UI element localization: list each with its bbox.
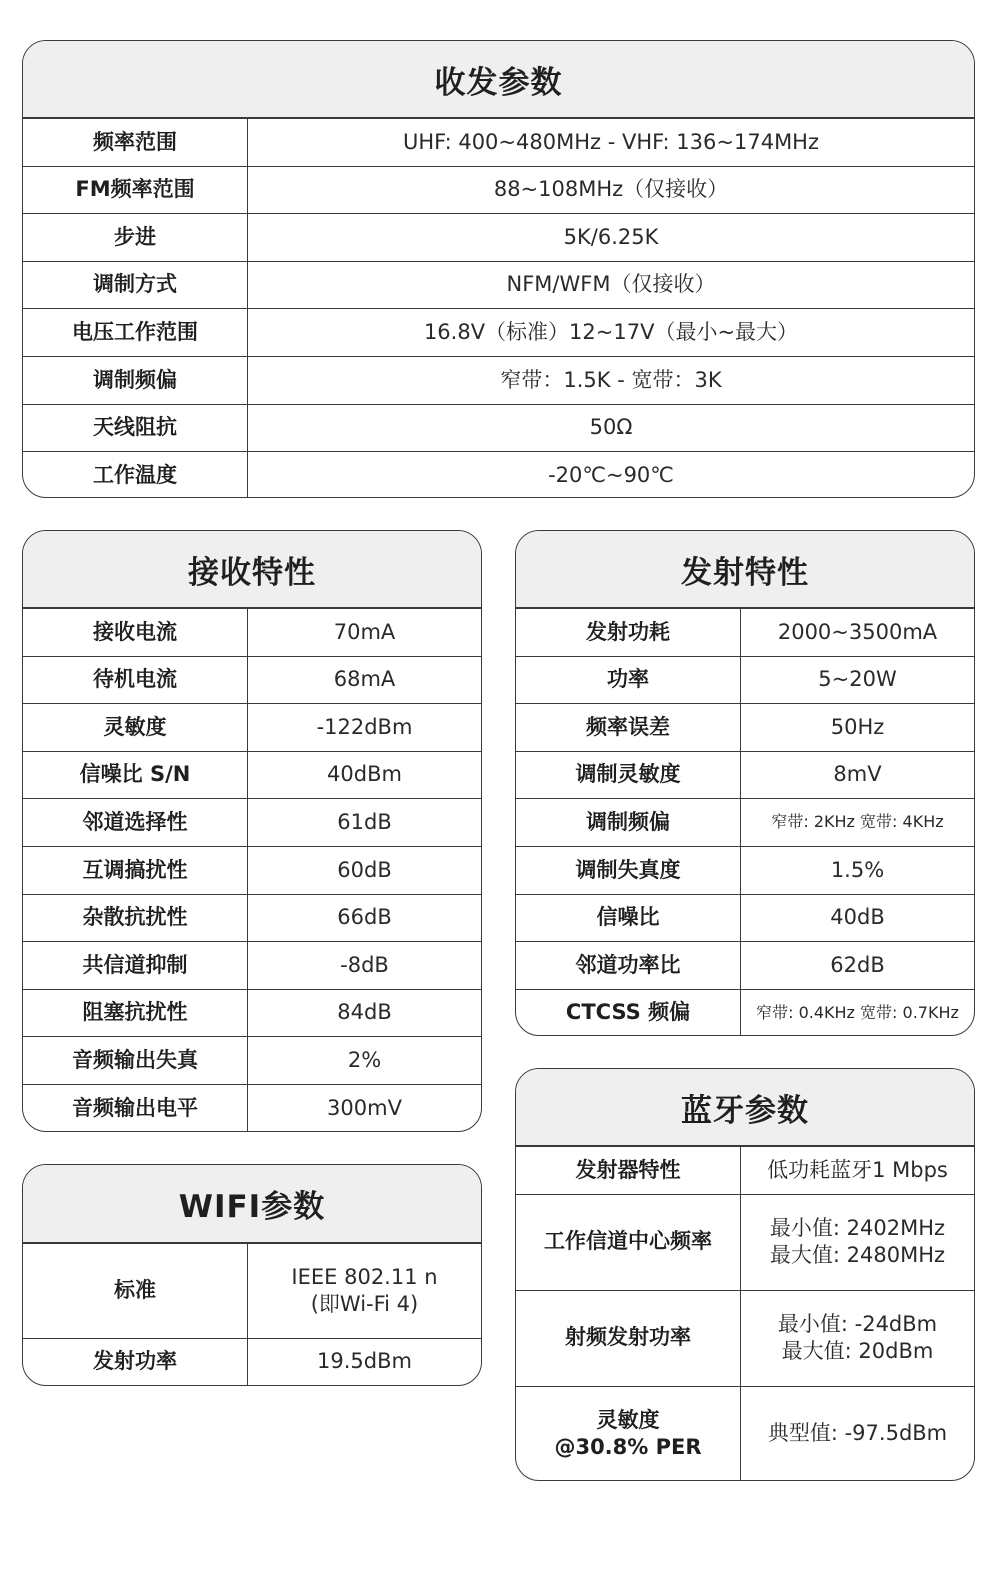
row-value: 1.5% xyxy=(830,857,885,882)
row-label: FM频率范围 xyxy=(23,167,248,214)
row-label: 发射功率 xyxy=(23,1339,248,1385)
row-label: 电压工作范围 xyxy=(23,309,248,356)
row-label: 信噪比 S/N xyxy=(23,752,248,799)
row-label: 共信道抑制 xyxy=(23,942,248,989)
row-label: 调制频偏 xyxy=(23,357,248,404)
row-label: CTCSS 频偏 xyxy=(516,990,741,1036)
table-row xyxy=(516,1290,974,1386)
row-value: 最小值: 2402MHz 最大值: 2480MHz xyxy=(769,1215,946,1267)
transmit-specs-card xyxy=(515,530,975,1036)
table-row xyxy=(516,894,974,942)
row-label: 调制灵敏度 xyxy=(516,752,741,799)
row-label: 音频输出电平 xyxy=(23,1085,248,1132)
table-row xyxy=(23,356,974,404)
row-label: 发射功耗 xyxy=(516,609,741,656)
table-row xyxy=(23,894,481,942)
row-label: 发射器特性 xyxy=(516,1147,741,1194)
row-value: 2000~3500mA xyxy=(777,619,938,644)
row-value: UHF: 400~480MHz - VHF: 136~174MHz xyxy=(402,129,820,154)
row-label: 杂散抗扰性 xyxy=(23,895,248,942)
row-label: 工作信道中心频率 xyxy=(516,1195,741,1290)
row-label: 阻塞抗扰性 xyxy=(23,990,248,1037)
row-label: 调制方式 xyxy=(23,262,248,309)
table-row xyxy=(23,989,481,1037)
row-value: 5~20W xyxy=(818,667,897,692)
wifi-params-title: WIFI参数 xyxy=(23,1165,481,1243)
row-label: 邻道选择性 xyxy=(23,799,248,846)
row-label: 音频输出失真 xyxy=(23,1037,248,1084)
table-row xyxy=(23,404,974,452)
row-value: 低功耗蓝牙1 Mbps xyxy=(767,1157,948,1182)
table-row xyxy=(23,308,974,356)
table-row xyxy=(23,166,974,214)
row-value: -122dBm xyxy=(316,714,413,739)
transceiver-params-title: 收发参数 xyxy=(23,41,974,118)
row-label: 频率误差 xyxy=(516,704,741,751)
table-row xyxy=(23,798,481,846)
row-label: 互调搞扰性 xyxy=(23,847,248,894)
row-value: 40dBm xyxy=(327,762,402,787)
table-row xyxy=(516,608,974,656)
row-value: 8mV xyxy=(833,762,882,787)
table-row xyxy=(23,656,481,704)
row-label: 射频发射功率 xyxy=(516,1291,741,1386)
row-label: 功率 xyxy=(516,657,741,704)
receive-specs-card xyxy=(22,530,482,1132)
transceiver-params-card xyxy=(22,40,975,498)
row-value: 50Ω xyxy=(589,415,633,440)
row-value: NFM/WFM（仅接收） xyxy=(506,272,716,297)
row-label: 灵敏度 xyxy=(23,704,248,751)
row-label: 信噪比 xyxy=(516,895,741,942)
table-row xyxy=(516,1386,974,1482)
receive-specs-title: 接收特性 xyxy=(23,531,481,608)
table-row xyxy=(516,703,974,751)
table-row xyxy=(23,1243,481,1338)
row-value: 84dB xyxy=(337,1000,392,1025)
row-value: 2% xyxy=(347,1047,382,1072)
table-row xyxy=(516,941,974,989)
table-row xyxy=(516,656,974,704)
table-row xyxy=(516,751,974,799)
row-value: 70mA xyxy=(333,619,396,644)
table-row xyxy=(516,846,974,894)
row-value: 88~108MHz（仅接收） xyxy=(493,177,729,202)
row-value: 16.8V（标准）12~17V（最小~最大） xyxy=(423,320,799,345)
row-value: -20℃~90℃ xyxy=(548,462,674,487)
row-value: 68mA xyxy=(333,667,396,692)
row-label: 调制频偏 xyxy=(516,799,741,846)
row-label: 接收电流 xyxy=(23,609,248,656)
row-value: 窄带: 0.4KHz 宽带: 0.7KHz xyxy=(756,1002,959,1022)
row-label: 频率范围 xyxy=(23,119,248,166)
table-row xyxy=(23,608,481,656)
bluetooth-params-card xyxy=(515,1068,975,1481)
table-row xyxy=(23,1338,481,1385)
row-value: 61dB xyxy=(337,810,392,835)
row-label: 灵敏度 @30.8% PER xyxy=(516,1387,741,1482)
table-row xyxy=(516,1146,974,1194)
row-value: 300mV xyxy=(327,1095,402,1120)
row-label: 标准 xyxy=(23,1244,248,1338)
row-value: 60dB xyxy=(337,857,392,882)
transmit-specs-title: 发射特性 xyxy=(516,531,974,608)
table-row xyxy=(23,1036,481,1084)
table-row xyxy=(23,846,481,894)
wifi-params-card xyxy=(22,1164,482,1386)
row-label: 工作温度 xyxy=(23,452,248,498)
row-label: 步进 xyxy=(23,214,248,261)
table-row xyxy=(516,798,974,846)
row-label: 天线阻抗 xyxy=(23,405,248,452)
row-value: 窄带：1.5K - 宽带：3K xyxy=(500,367,722,392)
row-value: 66dB xyxy=(337,905,392,930)
table-row xyxy=(23,451,974,498)
row-value: 窄带: 2KHz 宽带: 4KHz xyxy=(771,812,944,832)
table-row xyxy=(23,1084,481,1132)
row-value: 40dB xyxy=(830,905,885,930)
bluetooth-params-title: 蓝牙参数 xyxy=(516,1069,974,1146)
row-value: 最小值: -24dBm 最大值: 20dBm xyxy=(777,1311,938,1363)
row-value: -8dB xyxy=(340,952,389,977)
table-row xyxy=(23,703,481,751)
row-value: 62dB xyxy=(830,952,885,977)
table-row xyxy=(23,261,974,309)
row-value: 50Hz xyxy=(830,714,885,739)
table-row xyxy=(23,213,974,261)
table-row xyxy=(516,989,974,1036)
table-row xyxy=(23,118,974,166)
table-row xyxy=(23,941,481,989)
row-value: 5K/6.25K xyxy=(563,224,659,249)
row-label: 待机电流 xyxy=(23,657,248,704)
table-row xyxy=(23,751,481,799)
row-value: 典型值: -97.5dBm xyxy=(767,1421,948,1446)
row-label: 邻道功率比 xyxy=(516,942,741,989)
row-value: IEEE 802.11 n (即Wi-Fi 4) xyxy=(291,1264,438,1316)
row-value: 19.5dBm xyxy=(317,1349,412,1374)
table-row xyxy=(516,1194,974,1290)
row-label: 调制失真度 xyxy=(516,847,741,894)
